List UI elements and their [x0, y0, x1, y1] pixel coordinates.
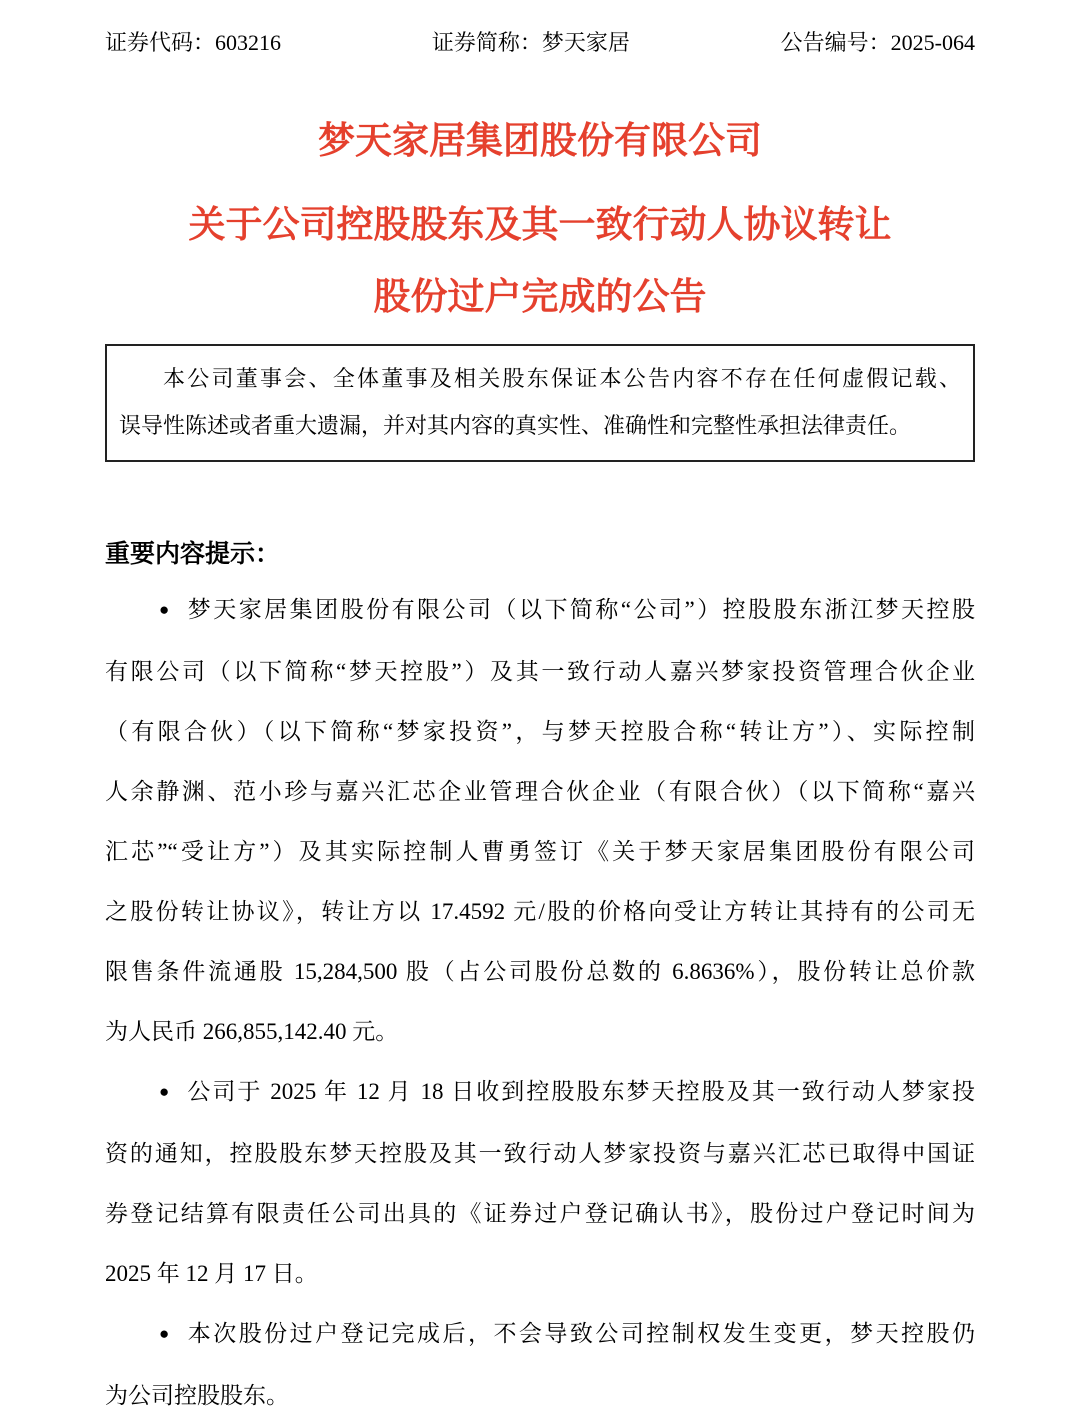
notice-body: [105, 580, 975, 1426]
bullet-icon: ●: [159, 600, 172, 619]
stock-code: 证券代码：603216: [105, 30, 282, 55]
bullet-paragraph-control-unchanged: [105, 1304, 975, 1426]
disclaimer-line: 本公司董事会、全体董事及相关股东保证本公告内容不存在任何虚假记载、: [163, 366, 961, 391]
paragraph-line: （有限合伙）（以下简称“梦家投资”，与梦天控股合称“转让方”）、实际控制: [105, 719, 975, 744]
paragraph-line: 资的通知，控股股东梦天控股及其一致行动人梦家投资与嘉兴汇芯已取得中国证: [105, 1141, 975, 1166]
paragraph-line: 限售条件流通股 15,284,500 股（占公司股份总数的 6.8636%），股份转让总价款: [105, 959, 975, 984]
paragraph-line: 人余静渊、范小珍与嘉兴汇芯企业管理合伙企业（有限合伙）（以下简称“嘉兴: [105, 779, 975, 804]
title-line-company: 梦天家居集团股份有限公司: [318, 120, 762, 161]
title-line-subject: 关于公司控股股东及其一致行动人协议转让: [188, 204, 892, 245]
disclaimer-line: 误导性陈述或者重大遗漏，并对其内容的真实性、准确性和完整性承担法律责任。: [119, 413, 912, 438]
stock-name: 证券简称：梦天家居: [431, 30, 630, 55]
disclaimer-box: [105, 344, 975, 462]
paragraph-line-text: 梦天家居集团股份有限公司（以下简称“公司”）控股股东浙江梦天控股: [187, 597, 975, 622]
bullet-icon: ●: [159, 1082, 172, 1101]
paragraph-line: 之股份转让协议》，转让方以 17.4592 元/股的价格向受让方转让其持有的公司无: [105, 899, 975, 924]
doc-header: [105, 0, 975, 56]
paragraph-line: 券登记结算有限责任公司出具的《证券过户登记确认书》，股份过户登记时间为: [105, 1201, 975, 1226]
bullet-paragraph-transfer-agreement: [105, 580, 975, 1062]
paragraph-line: 为公司控股股东。: [105, 1383, 289, 1408]
bullet-icon: ●: [159, 1324, 172, 1343]
announcement-title: [105, 120, 975, 318]
paragraph-line: 为人民币 266,855,142.40 元。: [105, 1019, 399, 1044]
paragraph-line: [105, 580, 975, 642]
title-line-completion: 股份过户完成的公告: [373, 276, 707, 317]
paragraph-line: 2025 年 12 月 17 日。: [105, 1261, 318, 1286]
paragraph-line: 有限公司（以下简称“梦天控股”）及其一致行动人嘉兴梦家投资管理合伙企业: [105, 659, 975, 684]
announcement-number: 公告编号：2025-064: [780, 30, 975, 55]
paragraph-line: 汇芯”“受让方”）及其实际控制人曹勇签订《关于梦天家居集团股份有限公司: [105, 839, 975, 864]
bullet-paragraph-registration-confirmation: [105, 1062, 975, 1304]
important-notice-heading: 重要内容提示：: [105, 540, 281, 568]
paragraph-line: [105, 1304, 975, 1366]
paragraph-line-text: 公司于 2025 年 12 月 18 日收到控股股东梦天控股及其一致行动人梦家投: [187, 1079, 975, 1104]
paragraph-line-text: 本次股份过户登记完成后，不会导致公司控制权发生变更，梦天控股仍: [187, 1321, 975, 1346]
paragraph-line: [105, 1062, 975, 1124]
